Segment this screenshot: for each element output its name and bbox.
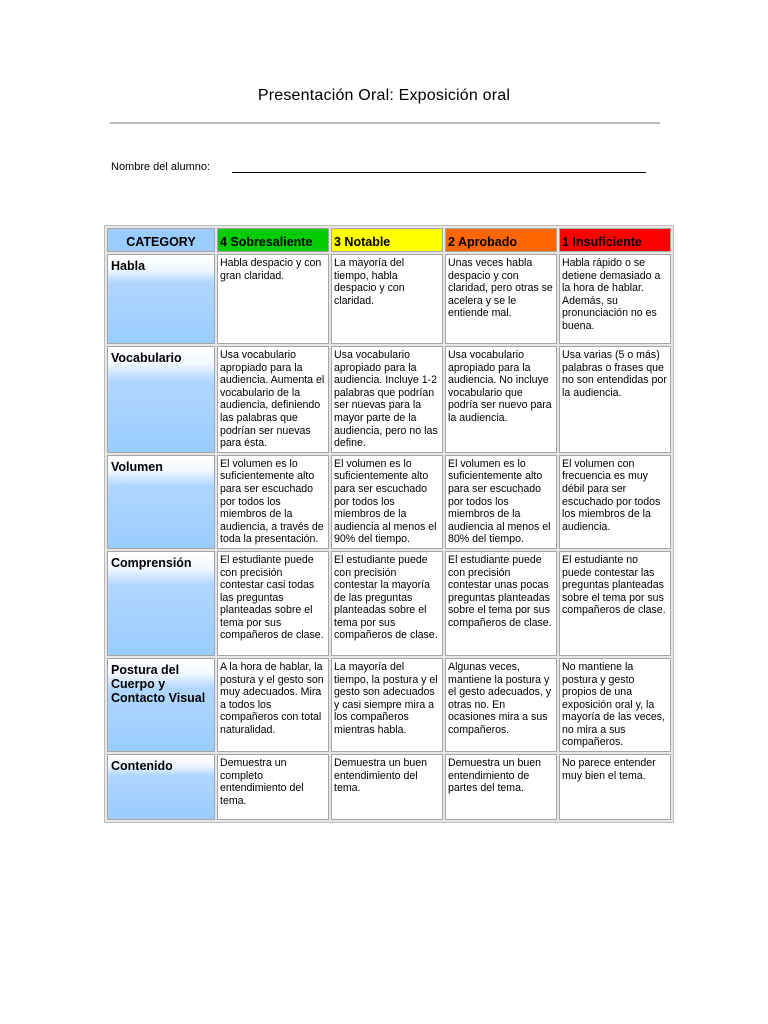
table-cell: El estudiante no puede contestar las preguntas planteadas sobre el tema por sus compañeros de clase. <box>559 551 671 656</box>
table-row <box>107 455 671 549</box>
table-cell: Demuestra un buen entendimiento de partes del tema. <box>445 754 557 820</box>
student-name-blank-line <box>232 172 646 173</box>
row-category-comprension: Comprensión <box>107 551 215 656</box>
row-category-vocabulario: Vocabulario <box>107 346 215 453</box>
table-cell: El estudiante puede con precisión contestar casi todas las preguntas planteadas sobre el tema por sus compañeros de clase. <box>217 551 329 656</box>
row-category-contenido: Contenido <box>107 754 215 820</box>
header-level-4: 4 Sobresaliente <box>217 228 329 252</box>
table-cell: Usa varias (5 o más) palabras o frases que no son entendidas por la audiencia. <box>559 346 671 453</box>
table-cell: A la hora de hablar, la postura y el gesto son muy adecuados. Mira a todos los compañeros con total naturalidad. <box>217 658 329 752</box>
table-cell: El estudiante puede con precisión contestar unas pocas preguntas planteadas sobre el tema por sus compañeros de clase. <box>445 551 557 656</box>
table-cell: Usa vocabulario apropiado para la audiencia. No incluye vocabulario que podría ser nuevo para la audiencia. <box>445 346 557 453</box>
header-level-3: 3 Notable <box>331 228 443 252</box>
table-cell: La mayoría del tiempo, la postura y el gesto son adecuados y casi siempre mira a los compañeros mientras habla. <box>331 658 443 752</box>
header-category: CATEGORY <box>107 228 215 252</box>
table-cell: Unas veces habla despacio y con claridad, pero otras se acelera y se le entiende mal. <box>445 254 557 344</box>
table-row <box>107 658 671 752</box>
table-row <box>107 254 671 344</box>
table-cell: Usa vocabulario apropiado para la audiencia. Aumenta el vocabulario de la audiencia, definiendo las palabras que podrían ser nuevas para ésta. <box>217 346 329 453</box>
title-divider <box>110 122 660 124</box>
table-cell: El volumen es lo suficientemente alto para ser escuchado por todos los miembros de la audiencia al menos el 80% del tiempo. <box>445 455 557 549</box>
table-cell: La mayoría del tiempo, habla despacio y con claridad. <box>331 254 443 344</box>
header-level-1: 1 Insuficiente <box>559 228 671 252</box>
document-title: Presentación Oral: Exposición oral <box>257 87 511 104</box>
table-cell: El volumen con frecuencia es muy débil para ser escuchado por todos los miembros de la audiencia. <box>559 455 671 549</box>
table-cell: Habla despacio y con gran claridad. <box>217 254 329 344</box>
row-category-postura: Postura del Cuerpo y Contacto Visual <box>107 658 215 752</box>
student-name-label: Nombre del alumno: <box>111 161 211 173</box>
table-row <box>107 551 671 656</box>
table-cell: El volumen es lo suficientemente alto para ser escuchado por todos los miembros de la audiencia al menos el 90% del tiempo. <box>331 455 443 549</box>
table-cell: El estudiante puede con precisión contestar la mayoría de las preguntas planteadas sobre el tema por sus compañeros de clase. <box>331 551 443 656</box>
table-cell: No parece entender muy bien el tema. <box>559 754 671 820</box>
table-cell: No mantiene la postura y gesto propios de una exposición oral y, la mayoría de las veces, no mira a sus compañeros. <box>559 658 671 752</box>
table-cell: Algunas veces, mantiene la postura y el gesto adecuados, y otras no. En ocasiones mira a sus compañeros. <box>445 658 557 752</box>
row-category-volumen: Volumen <box>107 455 215 549</box>
table-row <box>107 754 671 820</box>
table-cell: Habla rápido o se detiene demasiado a la hora de hablar. Además, su pronunciación no es buena. <box>559 254 671 344</box>
rubric-header-row <box>107 228 671 252</box>
table-cell: Demuestra un buen entendimiento del tema. <box>331 754 443 820</box>
table-cell: Demuestra un completo entendimiento del tema. <box>217 754 329 820</box>
table-cell: El volumen es lo suficientemente alto para ser escuchado por todos los miembros de la audiencia, a través de toda la presentación. <box>217 455 329 549</box>
header-level-2: 2 Aprobado <box>445 228 557 252</box>
table-row <box>107 346 671 453</box>
table-cell: Usa vocabulario apropiado para la audiencia. Incluye 1-2 palabras que podrían ser nuevas para la mayor parte de la audiencia, pero no las define. <box>331 346 443 453</box>
rubric-table <box>104 225 674 823</box>
row-category-habla: Habla <box>107 254 215 344</box>
